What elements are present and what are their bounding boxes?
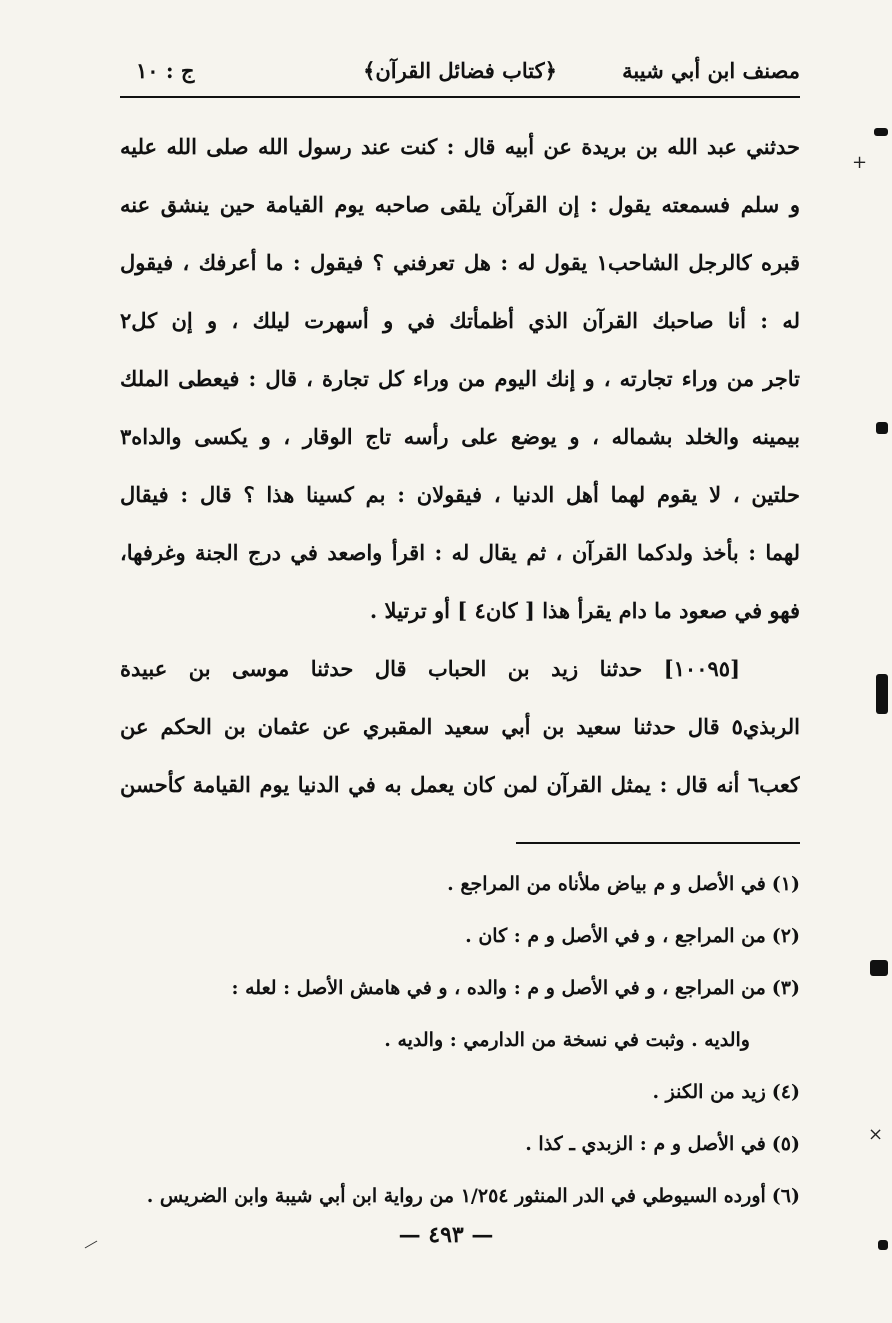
text-line: الربذي٥ قال حدثنا سعيد بن أبي سعيد المقبري عن عثمان بن الحكم عن [120, 714, 800, 739]
volume-number: ج : ١٠ [136, 58, 195, 83]
text-line: بيمينه والخلد بشماله ، و يوضع على رأسه تاج الوقار ، و يكسى والداه٣ [120, 424, 800, 449]
footnote [120, 962, 800, 1014]
text-line: حلتين ، لا يقوم لهما أهل الدنيا ، فيقولان : بم كسينا هذا ؟ قال : فيقال [120, 482, 800, 507]
footnote-text: في الأصل و م : الزبدي ـ كذا . [525, 1133, 766, 1155]
footnote-text: من المراجع ، و في الأصل و م : كان . [465, 925, 766, 947]
footnote-number: (٥) [771, 1133, 800, 1155]
text-line: كعب٦ أنه قال : يمثل القرآن لمن كان يعمل به في الدنيا يوم القيامة كأحسن [120, 772, 800, 797]
footnote-number: (٦) [771, 1185, 800, 1207]
text-line: لهما : بأخذ ولدكما القرآن ، ثم يقال له : اقرأ واصعد في درج الجنة وغرفها، [120, 540, 800, 565]
footnote-number: (٢) [771, 925, 800, 947]
text-line: فهو في صعود ما دام يقرأ هذا [ كان٤ ] أو ترتيلا . [369, 598, 800, 623]
footnote [120, 858, 800, 910]
scan-speck [876, 674, 888, 714]
chapter-title: ﴿كتاب فضائل القرآن﴾ [363, 58, 557, 83]
footnote [120, 1170, 800, 1222]
text-line: قبره كالرجل الشاحب١ يقول له : هل تعرفني ؟ فيقول : ما أعرفك ، فيقول [120, 250, 800, 275]
main-text [120, 118, 800, 814]
book-title: مصنف ابن أبي شيبة [622, 58, 800, 83]
scan-speck [878, 1240, 888, 1250]
footnote-text: من المراجع ، و في الأصل و م : والده ، و في هامش الأصل : لعله : [231, 977, 766, 999]
hadith-number-line: [١٠٠٩٥] حدثنا زيد بن الحباب قال حدثنا موسى بن عبيدة [120, 656, 740, 681]
scan-mark: + [852, 152, 868, 173]
footnote-text: في الأصل و م بياض ملأناه من المراجع . [447, 873, 766, 895]
scan-speck [870, 960, 888, 976]
footnote [120, 1118, 800, 1170]
footnote-number: (١) [771, 873, 800, 895]
footnote [120, 910, 800, 962]
footnote [120, 1066, 800, 1118]
footnotes [120, 858, 800, 1222]
scan-speck [874, 128, 888, 136]
text-line: له : أنا صاحبك القرآن الذي أظمأتك في و أسهرت ليلك ، و إن كل٢ [120, 308, 800, 333]
footnote-text: والديه . وثبت في نسخة من الدارمي : والديه . [384, 1029, 750, 1051]
footnote-text: أورده السيوطي في الدر المنثور ١/٢٥٤ من رواية ابن أبي شيبة وابن الضريس . [146, 1185, 766, 1207]
page-number: — ٤٩٣ — [398, 1222, 494, 1248]
text-line: حدثني عبد الله بن بريدة عن أبيه قال : كنت عند رسول الله صلى الله عليه [120, 134, 800, 159]
footnote-number: (٤) [771, 1081, 800, 1103]
footnote-divider [516, 842, 800, 844]
footnote-number: (٣) [771, 977, 800, 999]
text-line: و سلم فسمعته يقول : إن القرآن يلقى صاحبه يوم القيامة حين ينشق عنه [120, 192, 800, 217]
running-header [120, 50, 800, 98]
footnote-continuation [120, 1014, 800, 1066]
text-line: تاجر من وراء تجارته ، و إنك اليوم من وراء كل تجارة ، قال : فيعطى الملك [120, 366, 800, 391]
scan-speck [876, 422, 888, 434]
scan-mark: × [868, 1124, 884, 1145]
footnote-text: زيد من الكنز . [652, 1081, 766, 1103]
